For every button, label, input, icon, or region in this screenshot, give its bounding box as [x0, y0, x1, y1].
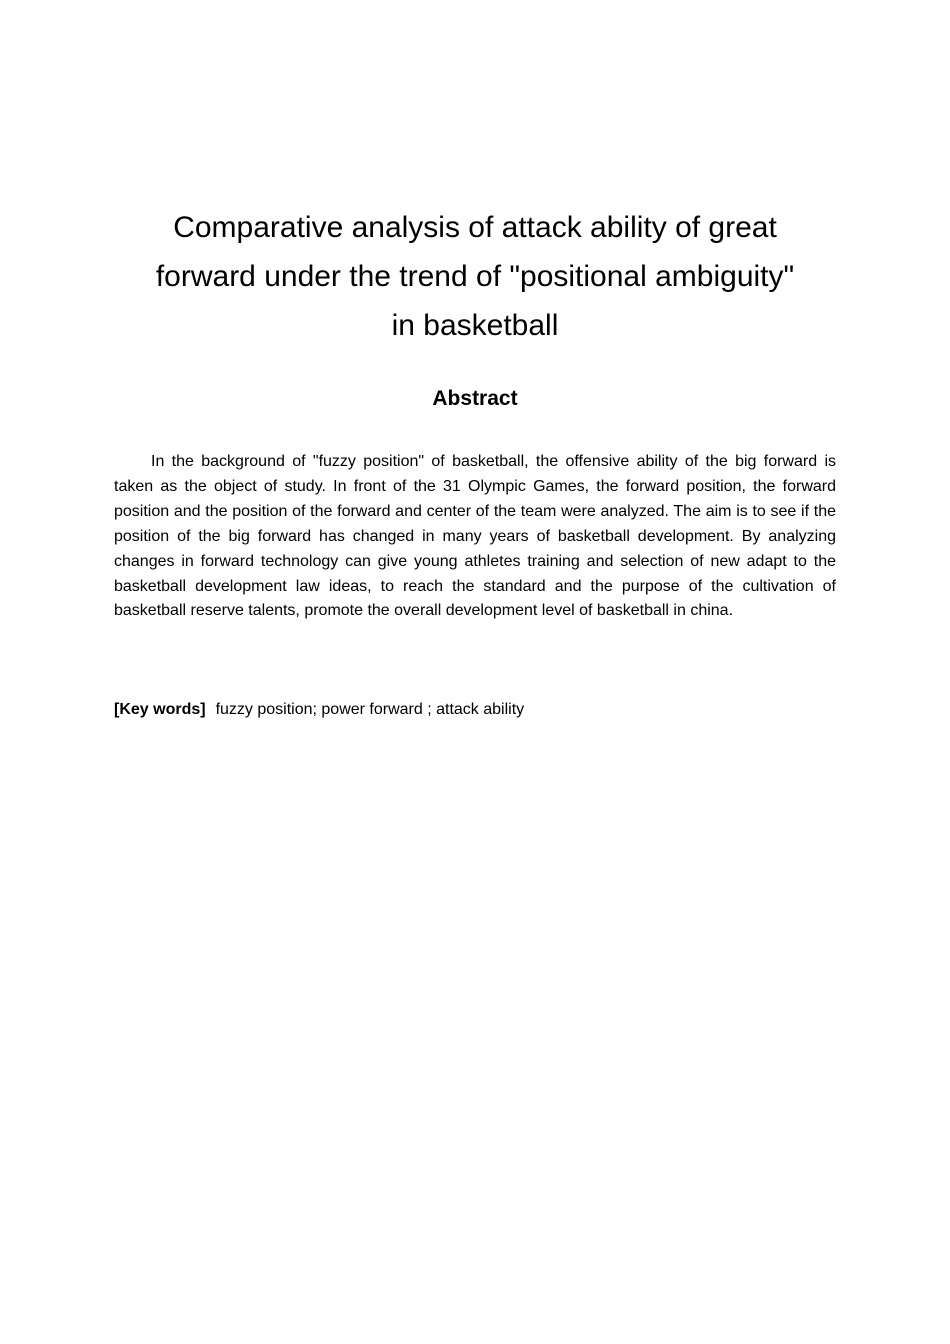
- paper-title: Comparative analysis of attack ability of great forward under the trend of "positional ambiguity" in basketball: [155, 211, 795, 342]
- keywords-label: [Key words]: [114, 701, 206, 718]
- keywords-text: fuzzy position; power forward ; attack ability: [215, 701, 525, 718]
- keywords-line: [114, 698, 836, 722]
- abstract-heading: Abstract: [432, 387, 518, 410]
- abstract-paragraph: In the background of "fuzzy position" of basketball, the offensive ability of the big forward is taken as the object of study. In front of the 31 Olympic Games, the forward position, the forward position and the position of the forward and center of the team were analyzed. The aim is to see if the position of the big forward has changed in many years of basketball development. By analyzing changes in forward technology can give young athletes training and selection of new adapt to the basketball development law ideas, to reach the standard and the purpose of the cultivation of basketball reserve talents, promote the overall development level of basketball in china.: [114, 453, 836, 620]
